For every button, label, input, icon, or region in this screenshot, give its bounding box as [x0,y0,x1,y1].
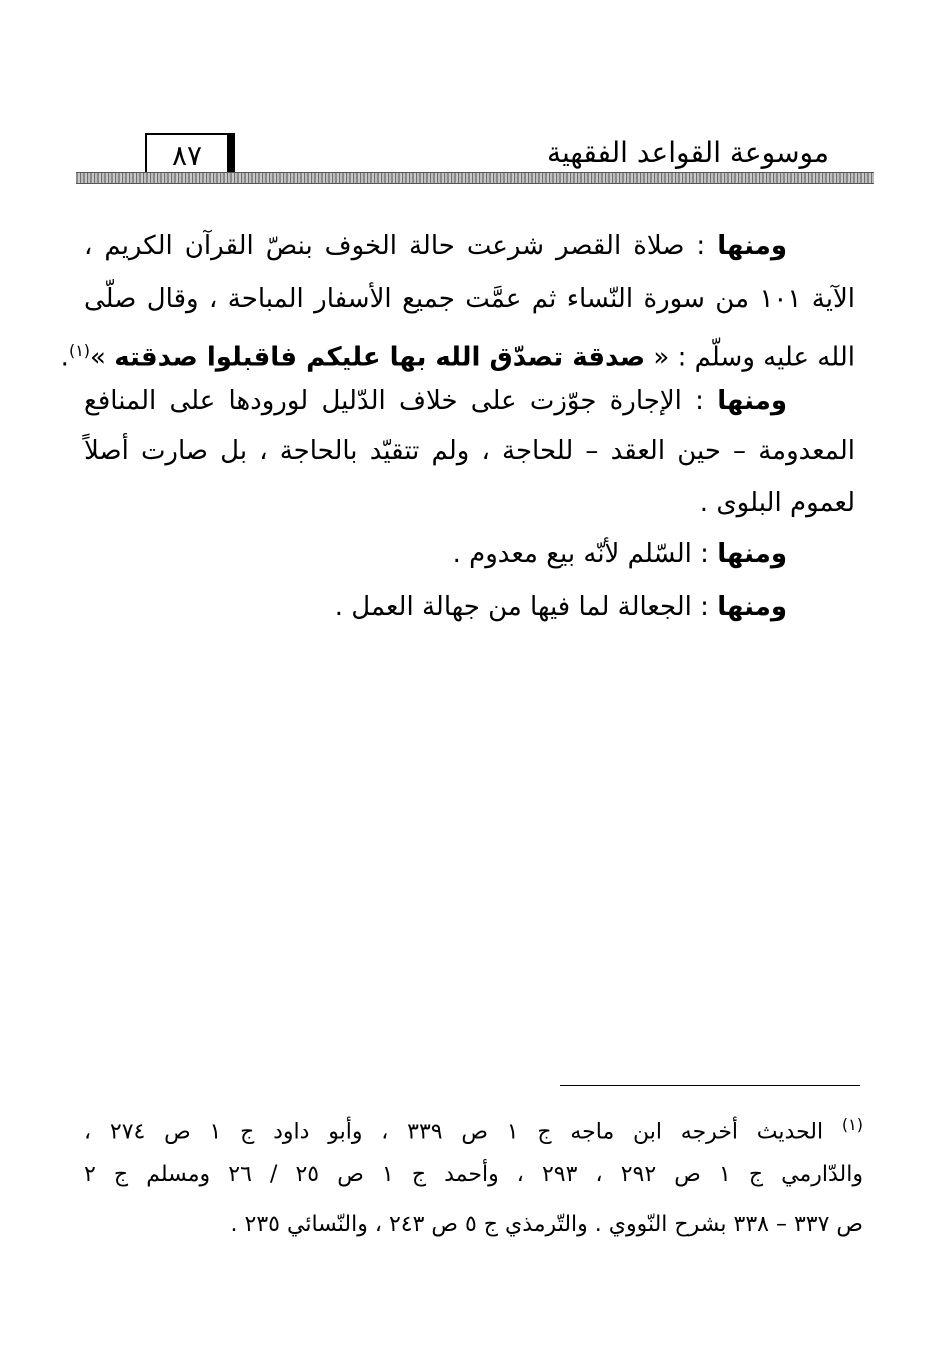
paragraph-text: : السّلم لأنّه بيع معدوم . [452,539,709,569]
paragraph-lead-word: ومنها [717,231,787,261]
paragraph-text: : الإجارة جوّزت على خلاف الدّليل لورودها على المنافع [84,386,704,416]
hadith-quote: صدقة تصدّق الله بها عليكم فاقبلوا صدقته [114,342,646,373]
footnote-line-1 [84,1110,863,1147]
footnote-line-3: ص ٣٣٧ – ٣٣٨ بشرح النّووي . والتّرمذي ج ٥ ص ٢٤٣ ، والنّسائي ٢٣٥ . [230,1212,863,1237]
sentence-end: . [60,342,69,373]
paragraph-lead-word: ومنها [717,539,787,569]
quote-close: » [90,342,106,373]
paragraph-2-line-1 [84,383,787,419]
footnote-text: الحديث أخرجه ابن ماجه ج ١ ص ٣٣٩ ، وأبو داود ج ١ ص ٢٧٤ ، [84,1119,824,1145]
header-rule [76,172,874,184]
paragraph-1-line-3 [61,333,855,376]
paragraph-3 [453,536,787,572]
footnote-separator [560,1085,860,1086]
paragraph-text: : صلاة القصر شرعت حالة الخوف بنصّ القرآن الكريم ، [84,231,706,261]
paragraph-text: الله عليه وسلّم : « [653,342,855,373]
paragraph-1-line-2: الآية ١٠١ من سورة النّساء ثم عمَّت جميع الأسفار المباحة ، وقال صلّى [84,284,855,314]
paragraph-lead-word: ومنها [717,386,788,416]
running-header-title: موسوعة القواعد الفقهية [546,136,829,169]
paragraph-text: : الجعالة لما فيها من جهالة العمل . [334,592,709,622]
footnote-reference: (١) [68,341,91,360]
paragraph-2-line-2: المعدومة – حين العقد – للحاجة ، ولم تتقيّد بالحاجة ، بل صارت أصلاً [84,436,855,466]
paragraph-2-line-3: لعموم البلوى . [699,488,855,518]
paragraph-1-line-1 [84,228,787,264]
paragraph-4 [335,589,787,625]
paragraph-lead-word: ومنها [717,592,787,622]
footnote-marker: (١) [841,1115,863,1134]
page-number: ٨٧ [171,139,203,172]
footnote-line-2: والدّارمي ج ١ ص ٢٩٢ ، ٢٩٣ ، وأحمد ج ١ ص ٢٥ / ٢٦ ومسلم ج ٢ [84,1162,863,1187]
